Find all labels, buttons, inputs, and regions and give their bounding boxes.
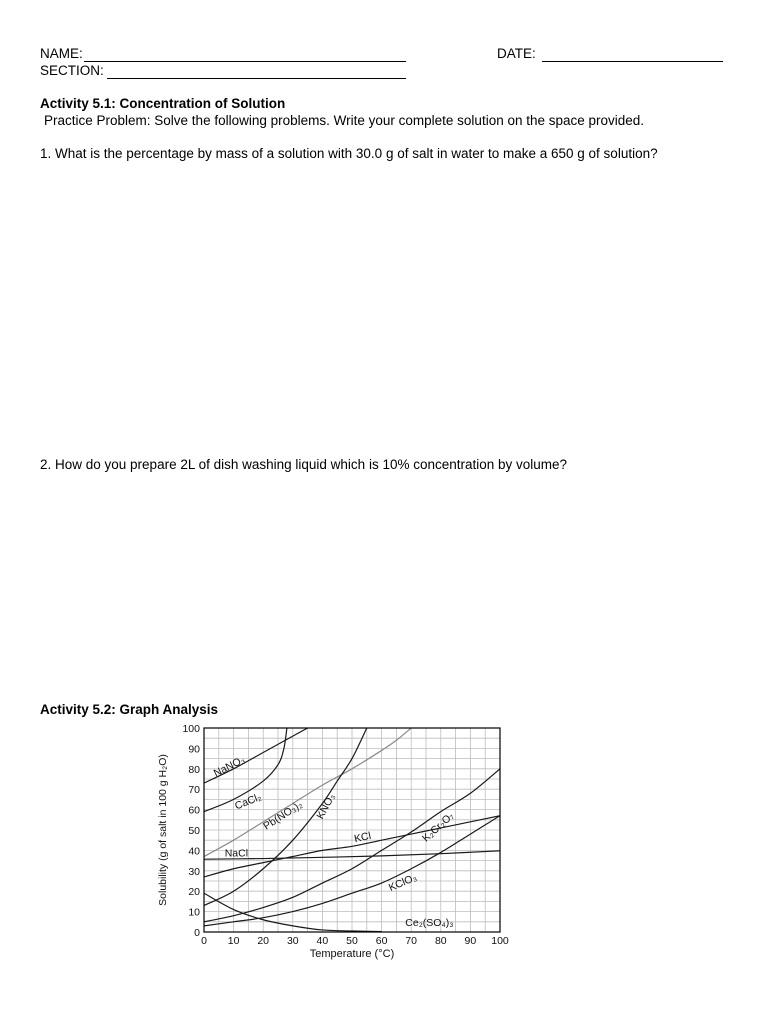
question-2: 2. How do you prepare 2L of dish washing liquid which is 10% concentration by volume? bbox=[40, 457, 568, 472]
x-tick-label: 70 bbox=[405, 935, 418, 947]
name-field-line[interactable] bbox=[84, 61, 406, 62]
x-tick-label: 60 bbox=[375, 935, 388, 947]
x-tick-label: 80 bbox=[434, 935, 447, 947]
y-tick-label: 10 bbox=[188, 906, 200, 919]
x-tick-label: 20 bbox=[257, 935, 270, 947]
activity2-title: Activity 5.2: Graph Analysis bbox=[40, 702, 219, 717]
series-label: KNO₃ bbox=[314, 791, 338, 822]
section-label: SECTION: bbox=[40, 63, 104, 78]
y-tick-label: 60 bbox=[188, 804, 200, 817]
activity1-instructions: Practice Problem: Solve the following problems. Write your complete solution on the space provided. bbox=[44, 113, 645, 128]
y-tick-label: 90 bbox=[188, 743, 200, 756]
x-tick-label: 40 bbox=[316, 935, 329, 947]
y-tick-label: 80 bbox=[188, 763, 200, 776]
series-label: KClO₃ bbox=[386, 871, 419, 894]
series-label: NaCl bbox=[224, 847, 249, 860]
section-field-line[interactable] bbox=[107, 78, 406, 79]
name-label: NAME: bbox=[40, 46, 83, 61]
y-tick-label: 50 bbox=[188, 825, 200, 837]
y-tick-label: 100 bbox=[182, 723, 200, 735]
x-tick-label: 10 bbox=[227, 935, 240, 947]
x-axis-label: Temperature (°C) bbox=[309, 948, 395, 960]
y-tick-label: 40 bbox=[188, 845, 200, 858]
y-tick-label: 20 bbox=[188, 886, 200, 899]
series-label: Pb(NO₃)₂ bbox=[261, 798, 305, 833]
x-tick-label: 100 bbox=[491, 935, 509, 947]
activity1-title: Activity 5.1: Concentration of Solution bbox=[40, 96, 286, 111]
y-tick-label: 30 bbox=[188, 865, 200, 878]
y-tick-label: 70 bbox=[188, 784, 200, 797]
series-label: K₂Cr₂O₇ bbox=[419, 810, 457, 845]
x-tick-label: 30 bbox=[286, 935, 299, 947]
date-field-line[interactable] bbox=[542, 61, 723, 62]
x-tick-label: 90 bbox=[464, 935, 477, 947]
y-axis-label: Solubility (g of salt in 100 g H₂O) bbox=[157, 754, 169, 906]
date-label: DATE: bbox=[497, 46, 536, 61]
chart-ticks bbox=[182, 723, 508, 947]
series-label: KCl bbox=[353, 829, 373, 846]
y-tick-label: 0 bbox=[194, 927, 200, 939]
series-label: Ce₂(SO₄)₃ bbox=[405, 916, 454, 929]
solubility-chart bbox=[150, 718, 530, 968]
x-tick-label: 50 bbox=[346, 935, 358, 947]
question-1: 1. What is the percentage by mass of a solution with 30.0 g of salt in water to make a 650 g of solution? bbox=[40, 146, 658, 161]
series-label: NaNO₃ bbox=[211, 753, 248, 780]
x-tick-label: 0 bbox=[201, 935, 207, 947]
series-label: CaCl₂ bbox=[233, 790, 264, 813]
